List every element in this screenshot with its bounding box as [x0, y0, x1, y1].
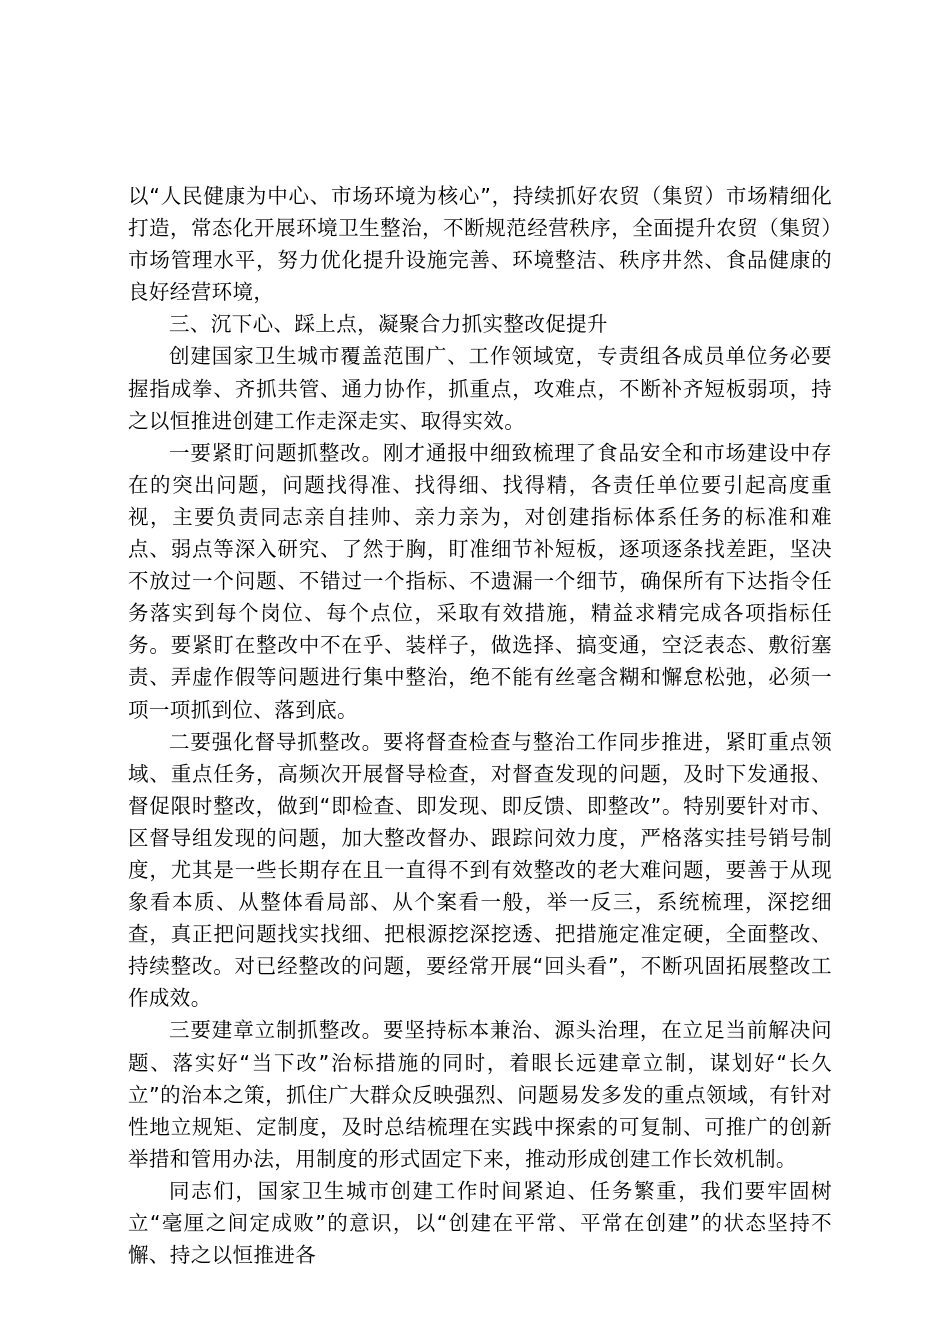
paragraph-closing: 同志们，国家卫生城市创建工作时间紧迫、任务繁重，我们要牢固树立“毫厘之间定成败”的意识，以“创建在平常、平常在创建”的状态坚持不懈、持之以恒推进各	[128, 1178, 832, 1268]
document-body	[128, 180, 832, 1271]
paragraph-point-two: 二要强化督导抓整改。要将督查检查与整治工作同步推进，紧盯重点领域、重点任务，高频次开展督导检查，对督查发现的问题，及时下发通报、督促限时整改，做到“即检查、即发现、即反馈、即整改”。特别要针对市、区督导组发现的问题，加大整改督办、跟踪问效力度，严格落实挂号销号制度，尤其是一些长期存在且一直得不到有效整改的老大难问题，要善于从现象看本质、从整体看局部、从个案看一般，举一反三，系统梳理，深挖细查，真正把问题找实找细、把根源挖深挖透、把措施定准定硬，全面整改、持续整改。对已经整改的问题，要经常开展“回头看”，不断巩固拓展整改工作成效。	[128, 729, 832, 1011]
paragraph-section-overview: 创建国家卫生城市覆盖范围广、工作领域宽，专责组各成员单位务必要握指成拳、齐抓共管、通力协作，抓重点，攻难点，不断补齐短板弱项，持之以恒推进创建工作走深走实、取得实效。	[128, 344, 832, 433]
paragraph-point-three: 三要建章立制抓整改。要坚持标本兼治、源头治理，在立足当前解决问题、落实好“当下改”治标措施的同时，着眼长远建章立制，谋划好“长久立”的治本之策，抓住广大群众反映强烈、问题易发多发的重点领域，有针对性地立规矩、定制度，及时总结梳理在实践中探索的可复制、可推广的创新举措和管用办法，用制度的形式固定下来，推动形成创建工作长效机制。	[128, 1018, 832, 1171]
section-heading-three: 三、沉下心、踩上点，凝聚合力抓实整改促提升	[169, 312, 608, 337]
paragraph-point-one: 一要紧盯问题抓整改。刚才通报中细致梳理了食品安全和市场建设中存在的突出问题，问题找得准、找得细、找得精，各责任单位要引起高度重视，主要负责同志亲自挂帅、亲力亲为，对创建指标体系任务的标准和难点、弱点等深入研究、了然于胸，盯准细节补短板，逐项逐条找差距，坚决不放过一个问题、不错过一个指标、不遗漏一个细节，确保所有下达指令任务落实到每个岗位、每个点位，采取有效措施，精益求精完成各项指标任务。要紧盯在整改中不在乎、装样子，做选择、搞变通，空泛表态、敷衍塞责、弄虚作假等问题进行集中整治，绝不能有丝毫含糊和懈怠松弛，必须一项一项抓到位、落到底。	[128, 440, 832, 722]
paragraph-intro-continuation: 以“人民健康为中心、市场环境为核心”，持续抓好农贸（集贸）市场精细化打造，常态化开展环境卫生整治，不断规范经营秩序，全面提升农贸（集贸）市场管理水平，努力优化提升设施完善、环境整洁、秩序井然、食品健康的良好经营环境，	[128, 184, 832, 305]
